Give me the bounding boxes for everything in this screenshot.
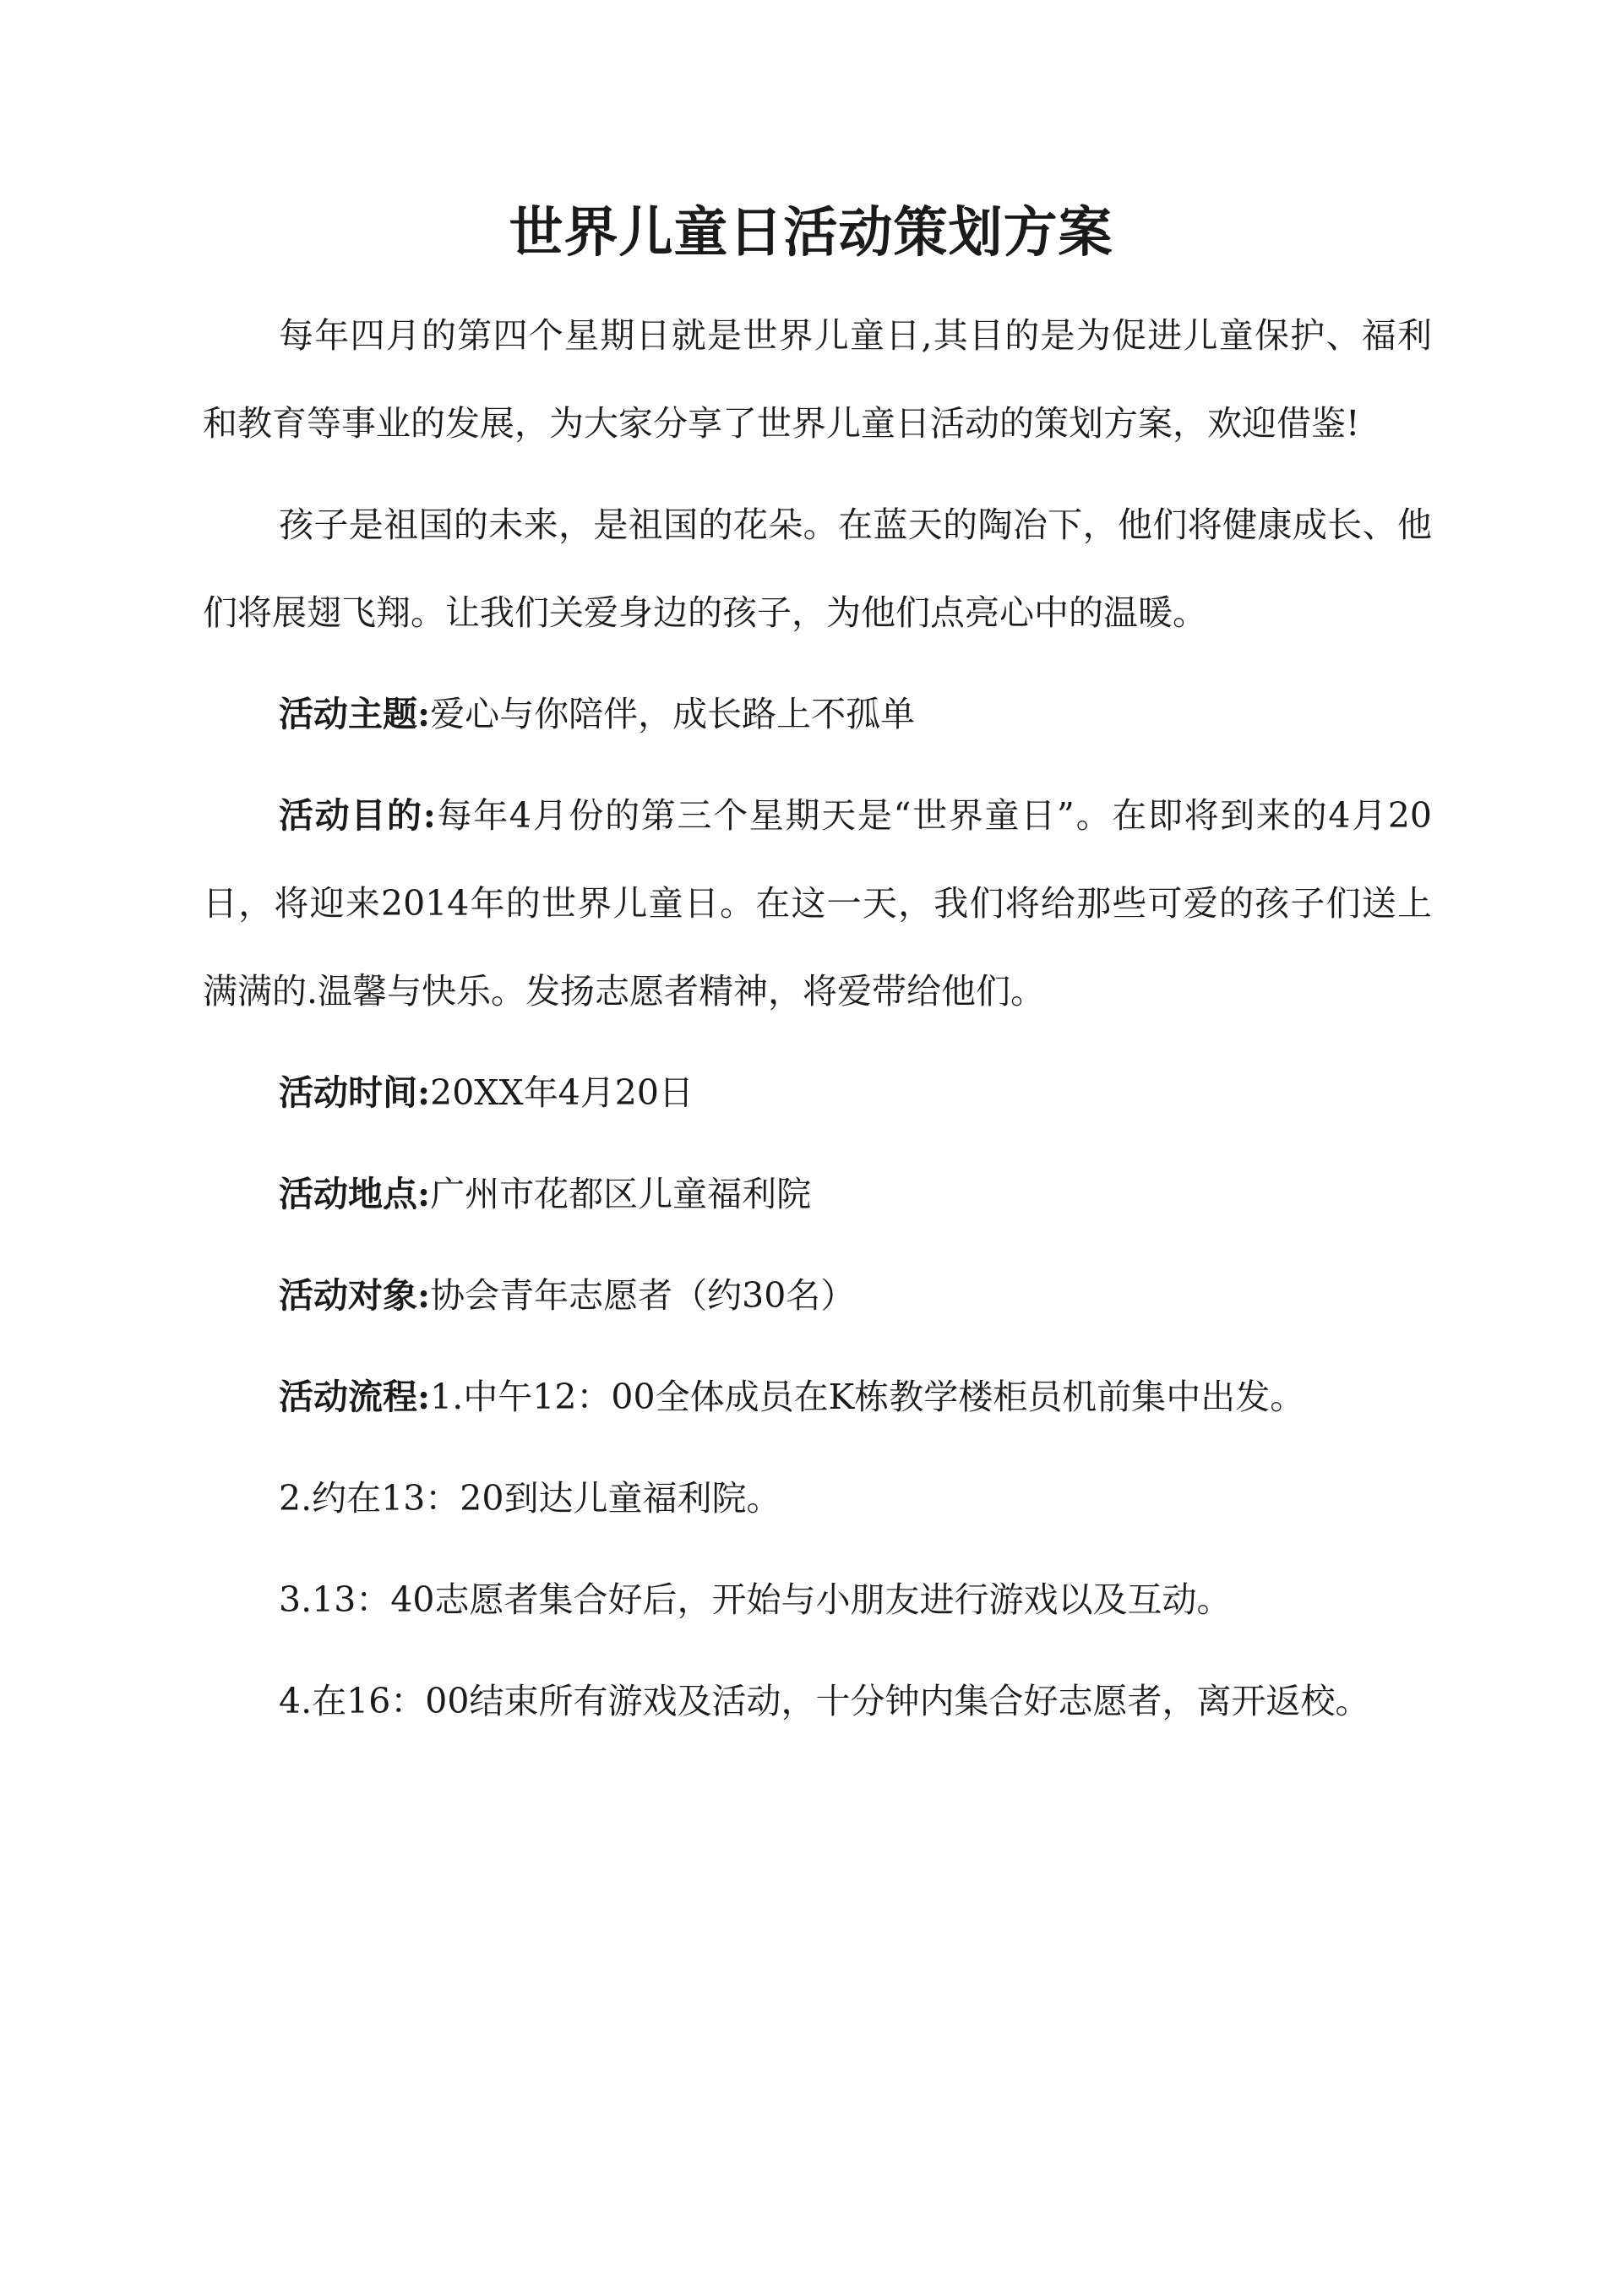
process-step-4: 4.在16：00结束所有游戏及活动，十分钟内集合好志愿者，离开返校。 xyxy=(279,1681,1370,1721)
purpose-line xyxy=(203,772,1432,1035)
participants-label: 活动对象: xyxy=(279,1275,431,1316)
participants-line xyxy=(203,1252,1432,1339)
children-paragraph: 孩子是祖国的未来，是祖国的花朵。在蓝天的陶冶下，他们将健康成长、他们将展翅飞翔。让我们关爱身边的孩子，为他们点亮心中的温暖。 xyxy=(203,504,1432,633)
purpose-label: 活动目的: xyxy=(279,795,436,836)
purpose-value: 每年4月份的第三个星期天是“世界童日”。在即将到来的4月20日，将迎来2014年的世界儿童日。在这一天，我们将给那些可爱的孩子们送上满满的.温馨与快乐。发扬志愿者精神，将爱带给他们。 xyxy=(203,795,1432,1012)
location-line xyxy=(203,1150,1432,1238)
theme-label: 活动主题: xyxy=(279,694,431,734)
location-label: 活动地点: xyxy=(279,1174,431,1214)
time-value: 20XX年4月20日 xyxy=(430,1072,694,1113)
document-title: 世界儿童日活动策划方案 xyxy=(509,201,1113,265)
time-label: 活动时间: xyxy=(279,1072,431,1113)
intro-paragraph: 每年四月的第四个星期日就是世界儿童日,其目的是为促进儿童保护、福利和教育等事业的发展，为大家分享了世界儿童日活动的策划方案，欢迎借鉴! xyxy=(203,315,1432,444)
process-step-2: 2.约在13：20到达儿童福利院。 xyxy=(279,1478,781,1519)
process-step-1: 1.中午12：00全体成员在K栋教学楼柜员机前集中出发。 xyxy=(430,1377,1305,1417)
theme-line xyxy=(203,670,1432,758)
process-label: 活动流程: xyxy=(279,1377,431,1417)
process-line xyxy=(203,1353,1432,1441)
theme-value: 爱心与你陪伴，成长路上不孤单 xyxy=(430,694,916,734)
time-line xyxy=(203,1049,1432,1137)
participants-value: 协会青年志愿者（约30名） xyxy=(430,1275,856,1316)
process-step-3: 3.13：40志愿者集合好后，开始与小朋友进行游戏以及互动。 xyxy=(279,1579,1232,1620)
location-value: 广州市花都区儿童福利院 xyxy=(430,1174,812,1214)
document-body xyxy=(203,292,1432,1759)
